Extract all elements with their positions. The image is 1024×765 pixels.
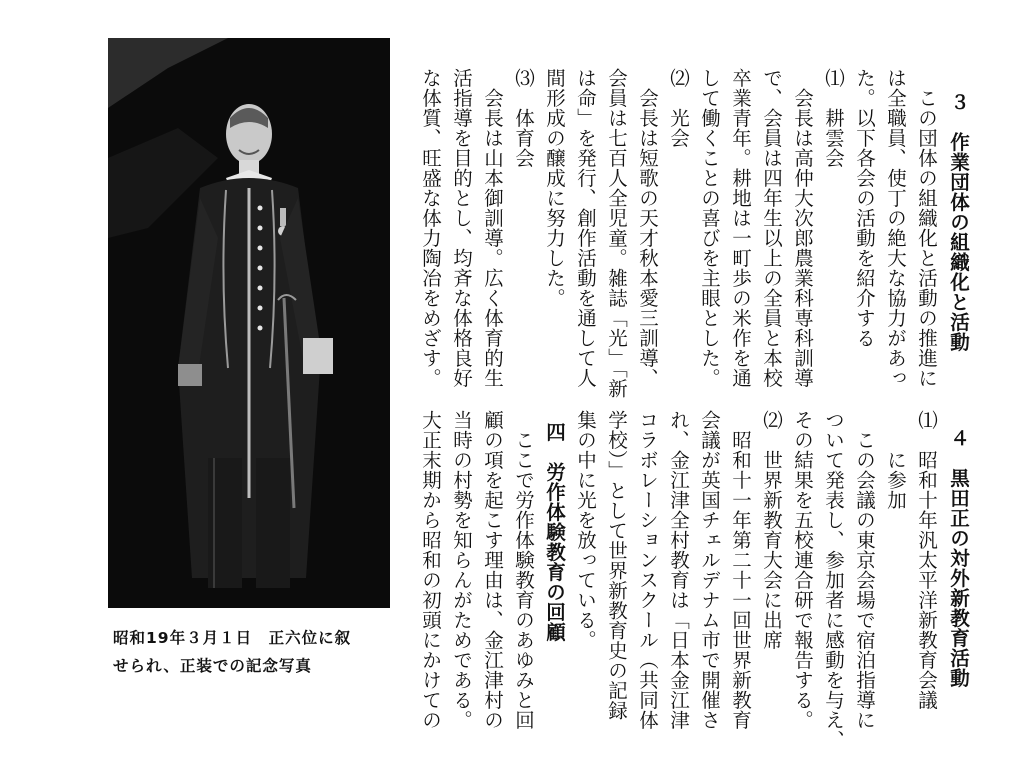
s3-line-15: 会長は山本御訓導。広く体育的生 [481,68,504,388]
s4-line-3: この会議の東京会場で宿泊指導に [853,410,876,730]
s4-line-12: 集の中に光を放っている。 [574,410,597,650]
s3-line-7: 卒業青年。耕地は一町歩の米作を通 [729,68,752,388]
caption-line-1: 昭和19年３月１日 正六位に叙 [113,629,352,647]
s4-line-4: ついて発表し、参加者に感動を与え、 [822,410,845,750]
s3-line-1: この団体の組織化と活動の推進に [915,68,938,388]
s4-line-11: 学校）」として世界新教育史の記録 [605,410,628,721]
s4-line-2: に参加 [884,410,907,510]
s3-line-5: 会長は高仲大次郎農業科専科訓導 [791,68,814,388]
s3-line-6: で、会員は四年生以上の全員と本校 [760,68,783,388]
s3-line-11: 会員は七百人全児童。雑誌「光」「新 [605,68,628,399]
s4-line-1: ⑴ 昭和十年汎太平洋新教育会議 [915,410,938,710]
s4-line-5: その結果を五校連合研で報告する。 [791,410,814,730]
s4-line-7: 昭和十一年第二十一回世界新教育 [729,410,752,730]
sf-line-4: 大正末期から昭和の初頭にかけての [419,410,442,730]
sf-line-3: 当時の村勢を知らんがためである。 [450,410,473,730]
section-4-heading: ４ 黒田正の対外新教育活動 [947,428,970,688]
s4-line-9: れ、金江津全村教育は「日本金江津 [667,410,690,730]
section-four-heading: 四 労作体験教育の回顧 [543,422,566,642]
s3-line-4: ⑴ 耕雲会 [822,68,845,168]
s3-line-9: ⑵ 光会 [667,68,690,148]
portrait-figure [108,38,390,608]
s3-line-16: 活指導を目的とし、均斉な体格良好 [450,68,473,388]
portrait-photo [108,38,390,608]
s3-line-3: た。以下各会の活動を紹介する [853,68,876,348]
s4-line-10: コラボレーションスクール（共同体 [636,410,659,730]
caption-line-2: せられ、正装での記念写真 [113,657,312,675]
s3-line-8: して働くことの喜びを主眼とした。 [698,68,721,388]
s3-line-12: は命」を発行、創作活動を通して人 [574,68,597,388]
sf-line-1: ここで労作体験教育のあゆみと回 [512,410,535,730]
s3-line-14: ⑶ 体育会 [512,68,535,168]
s3-line-2: は全職員、使丁の絶大な協力があっ [884,68,907,388]
s3-line-13: 間形成の醸成に努力した。 [543,68,566,308]
sf-line-2: 顧の項を起こす理由は、金江津村の [481,410,504,730]
s4-line-6: ⑵ 世界新教育大会に出席 [760,410,783,650]
s4-line-8: 会議が英国チェルデナム市で開催さ [698,410,721,730]
s3-line-10: 会長は短歌の天才秋本愛三訓導、 [636,68,659,388]
section-3-heading: ３ 作業団体の組織化と活動 [947,92,970,352]
s3-line-17: な体質、旺盛な体力陶冶をめざす。 [419,68,442,388]
photo-caption [113,624,403,680]
